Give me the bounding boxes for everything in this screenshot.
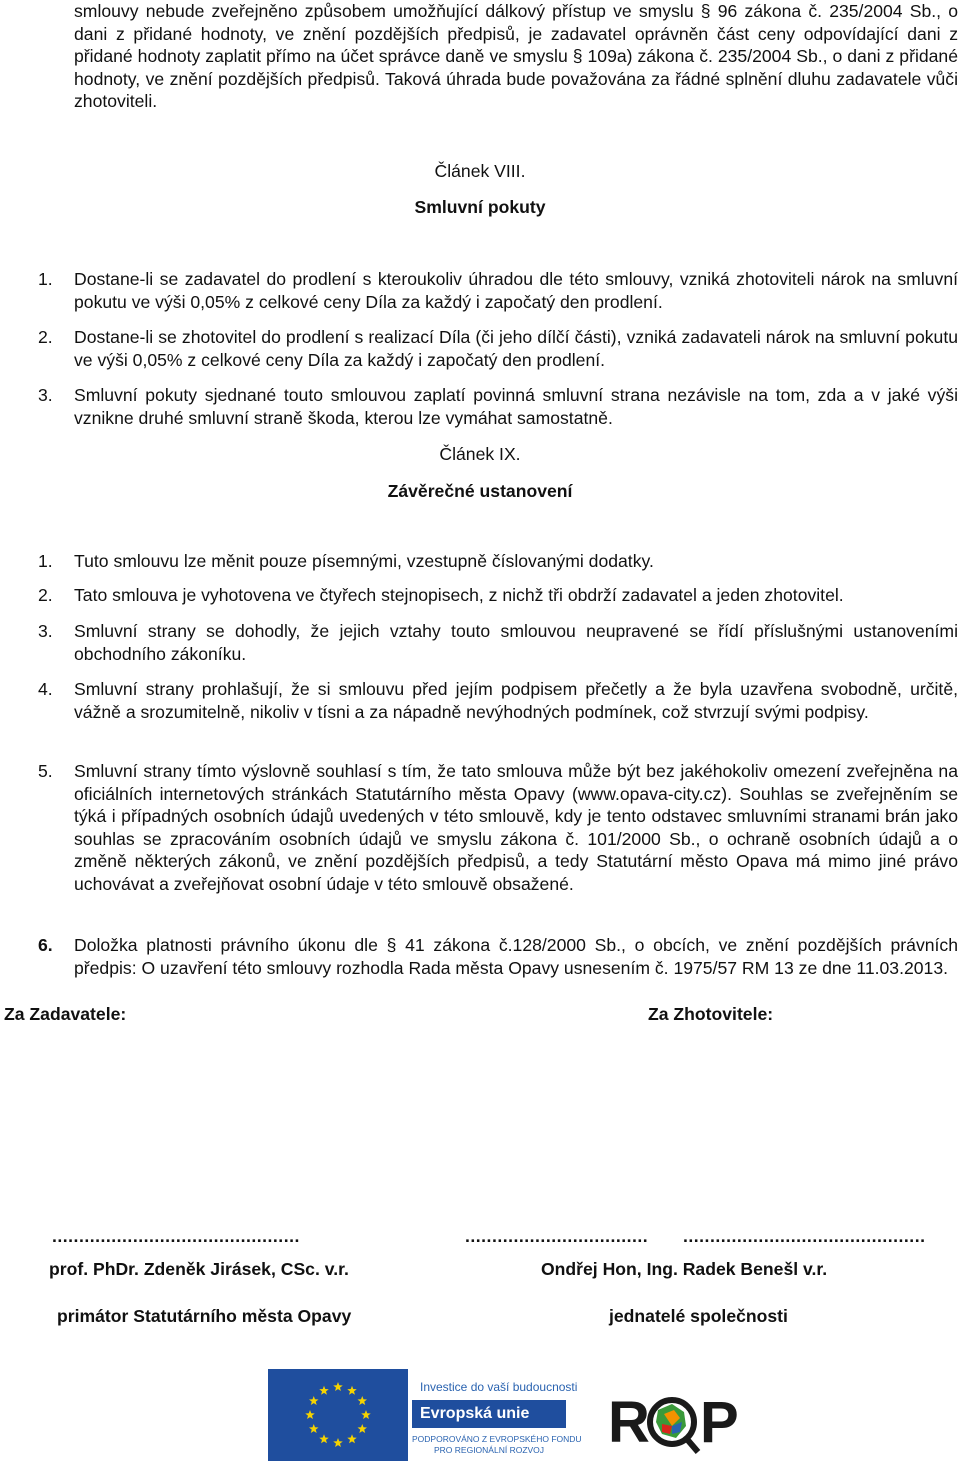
- article-9-item-1: [38, 550, 958, 573]
- intro-paragraph: smlouvy nebude zveřejněno způsobem umožňující dálkový přístup ve smyslu § 96 zákona č. 235/2004 Sb., o dani z přidané hodnoty, ve znění pozdějších předpisů, je zadavatel oprávněn část ceny odpovídající dani z přidané hodnoty zaplatit přímo na účet správce daně ve smyslu § 109a) zákona č. 235/2004 Sb., o dani z přidané hodnoty, ve znění pozdějších předpisů. Taková úhrada bude považována za řádné splnění dluhu zadavatele vůči zhotoviteli.: [74, 1, 958, 112]
- client-signatory-name: prof. PhDr. Zdeněk Jirásek, CSc. v.r.: [49, 1259, 349, 1279]
- client-signature-label: Za Zadavatele:: [4, 1004, 127, 1024]
- item-text: Smluvní strany se dohodly, že jejich vztahy touto smlouvou neupravené se řídí příslušnými ustanoveními obchodního zákoníku.: [74, 621, 958, 664]
- item-number: 3.: [38, 621, 53, 641]
- article-9-item-4: [38, 678, 958, 723]
- eu-fund-line-2: PRO REGIONÁLNÍ ROZVOJ: [434, 1445, 545, 1455]
- article-8-item-3: [38, 384, 958, 429]
- article-9-item-5: [38, 760, 958, 896]
- contractor-signatory-role: jednatelé společnosti: [609, 1306, 788, 1326]
- item-number: 2.: [38, 585, 53, 605]
- item-text: Tato smlouva je vyhotovena ve čtyřech stejnopisech, z nichž tři obdrží zadavatel a jeden zhotovitel.: [74, 585, 844, 605]
- item-text: Dostane-li se zadavatel do prodlení s kteroukoliv úhradou dle této smlouvy, vzniká zhotoviteli nárok na smluvní pokutu ve výši 0,05% z celkové ceny Díla za každý i započatý den prodlení.: [74, 269, 958, 312]
- item-text: Dostane-li se zhotovitel do prodlení s realizací Díla (či jeho dílčí části), vzniká zadavateli nárok na smluvní pokutu ve výši 0,05% z celkové ceny Díla za každý i započatý den prodlení.: [74, 327, 958, 370]
- svg-text:R: R: [608, 1390, 650, 1455]
- article-9-item-3: [38, 620, 958, 665]
- article-8-item-1: [38, 268, 958, 313]
- rop-logo-icon: [606, 1380, 738, 1464]
- article-9-item-6: [38, 934, 958, 979]
- contractor-signatory-names: Ondřej Hon, Ing. Radek Benešl v.r.: [541, 1259, 828, 1279]
- article-8-number: Článek VIII.: [434, 161, 526, 181]
- item-number: 1.: [38, 269, 53, 289]
- eu-slogan: Investice do vaší budoucnosti: [420, 1380, 578, 1394]
- item-text: Smluvní strany prohlašují, že si smlouvu před jejím podpisem přečetly a že byla uzavřena svobodně, určitě, vážně a srozumitelně, nikoliv v tísni a za nápadně nevýhodných podmínek, což stvrzují svými podpisy.: [74, 679, 958, 722]
- eu-fund-line-1: PODPOROVÁNO Z EVROPSKÉHO FONDU: [412, 1434, 582, 1444]
- article-9-number: Článek IX.: [439, 444, 521, 464]
- item-number: 3.: [38, 385, 53, 405]
- contractor-signature-label: Za Zhotovitele:: [648, 1004, 774, 1024]
- eu-flag-graphic: [268, 1369, 408, 1461]
- contractor-signature-line-2: .............................................: [683, 1226, 926, 1246]
- eu-name: Evropská unie: [420, 1405, 530, 1422]
- client-signatory-role: primátor Statutárního města Opavy: [57, 1306, 352, 1326]
- svg-text:P: P: [700, 1390, 738, 1455]
- article-9-title: Závěrečné ustanovení: [387, 481, 573, 501]
- item-number: 4.: [38, 679, 53, 699]
- item-text: Smluvní strany tímto výslovně souhlasí s tím, že tato smlouva může být bez jakéhokoliv omezení zveřejněna na oficiálních internetových stránkách Statutárního města Opavy (www.opava-city.cz). Souhlas se zveřejněním se týká i případných osobních údajů uvedených v této smlouvě, kdy je tento odstavec smluvními stranami brán jako souhlas se zpracováním osobních údajů ve smyslu zákona č. 101/2000 Sb., o ochraně osobních údajů a o změně některých zákonů, ve znění pozdějších předpisů, a tedy Statutární město Opava má mimo jiné právo uchovávat a zveřejňovat osobní údaje v této smlouvě obsažené.: [74, 761, 958, 894]
- article-8-item-2: [38, 326, 958, 371]
- item-number: 2.: [38, 327, 53, 347]
- item-text: Doložka platnosti právního úkonu dle § 41 zákona č.128/2000 Sb., o obcích, ve znění pozdějších právních předpis: O uzavření této smlouvy rozhodla Rada města Opavy usnesením č. 1975/57 RM 13 ze dne 11.03.2013.: [74, 935, 958, 978]
- article-9-item-2: [38, 584, 958, 607]
- item-text: Tuto smlouvu lze měnit pouze písemnými, vzestupně číslovanými dodatky.: [74, 551, 654, 571]
- contractor-signature-line-1: ..................................: [465, 1226, 649, 1246]
- rop-logo-graphic: [606, 1380, 738, 1464]
- article-8-title: Smluvní pokuty: [414, 197, 546, 217]
- item-number: 6.: [38, 935, 53, 955]
- item-number: 5.: [38, 761, 53, 781]
- client-signature-line: ..............................................: [52, 1226, 300, 1246]
- eu-flag-icon: [268, 1369, 408, 1461]
- item-number: 1.: [38, 551, 53, 571]
- item-text: Smluvní pokuty sjednané touto smlouvou zaplatí povinná smluvní strana nezávisle na tom, zda a v jaké výši vznikne druhé smluvní straně škoda, kterou lze vymáhat samostatně.: [74, 385, 958, 428]
